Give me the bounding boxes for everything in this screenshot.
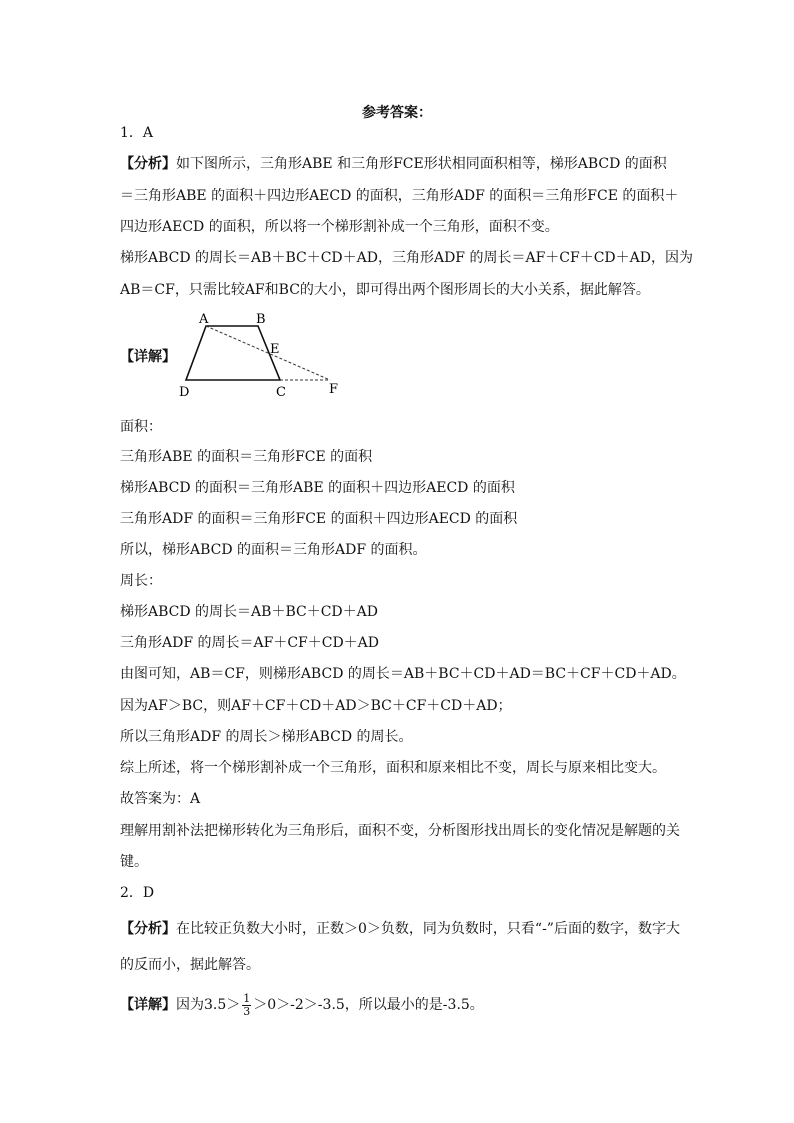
q1-detail-line-10: 因为AF＞BC，则AF＋CF＋CD＋AD＞BC＋CF＋CD＋AD； (120, 698, 512, 714)
q2-detail-suffix: ＞0＞-2＞-3.5，所以最小的是-3.5。 (253, 997, 484, 1013)
q1-analysis-line-3: 四边形AECD 的面积，所以将一个梯形割补成一个三角形，面积不变。 (120, 219, 559, 235)
q1-detail-line-5: 所以，梯形ABCD 的面积＝三角形ADF 的面积。 (120, 542, 427, 558)
trapezoid-figure (170, 308, 360, 400)
q2-detail-line-1 (120, 990, 484, 1020)
q1-detail-tag: 【详解】 (120, 349, 176, 365)
q1-detail-line-4: 三角形ADF 的面积＝三角形FCE 的面积＋四边形AECD 的面积 (120, 511, 518, 527)
q1-detail-line-15: 键。 (120, 854, 148, 870)
page-title: 参考答案： (362, 105, 432, 121)
q1-answer: 1．A (120, 125, 154, 141)
q2-analysis-text: 在比较正负数大小时，正数＞0＞负数，同为负数时，只看“-”后面的数字，数字大 (176, 921, 680, 937)
q1-detail-line-6: 周长： (120, 573, 162, 589)
q1-detail-line-12: 综上所述，将一个梯形割补成一个三角形，面积和原来相比不变，周长与原来相比变大。 (120, 760, 666, 776)
label-b: B (256, 312, 266, 327)
label-f: F (329, 382, 339, 397)
q2-answer: 2．D (120, 885, 155, 901)
q1-detail-line-1: 面积： (120, 419, 162, 435)
q1-detail-line-7: 梯形ABCD 的周长＝AB＋BC＋CD＋AD (120, 604, 378, 620)
q1-analysis-tag: 【分析】 (120, 156, 176, 172)
q1-detail-line-8: 三角形ADF 的周长＝AF＋CF＋CD＋AD (120, 635, 380, 651)
q2-detail-prefix: 因为3.5＞ (176, 997, 241, 1013)
q1-analysis-line-2: ＝三角形ABE 的面积＋四边形AECD 的面积，三角形ADF 的面积＝三角形FCE 的面积＋ (120, 188, 679, 204)
fraction-denominator: 3 (243, 1004, 251, 1018)
q2-analysis-line-2: 的反而小，据此解答。 (120, 957, 260, 973)
q1-analysis-line-5: AB＝CF，只需比较AF和BC的大小，即可得出两个图形周长的大小关系，据此解答。 (120, 282, 650, 298)
q1-detail-line-14: 理解用割补法把梯形转化为三角形后，面积不变，分析图形找出周长的变化情况是解题的关 (120, 823, 680, 839)
q1-detail-line-13: 故答案为：A (120, 791, 201, 807)
label-c: C (276, 385, 286, 400)
q1-analysis-line-1 (120, 155, 667, 173)
label-d: D (179, 385, 190, 400)
segment-af (206, 326, 330, 380)
q1-detail-line-2: 三角形ABE 的面积＝三角形FCE 的面积 (120, 449, 373, 465)
q2-analysis-tag: 【分析】 (120, 921, 176, 937)
label-e: E (270, 342, 280, 357)
q1-detail-line-9: 由图可知，AB＝CF，则梯形ABCD 的周长＝AB＋BC＋CD＋AD＝BC＋CF＋CD＋AD。 (120, 666, 686, 682)
q2-analysis-line-1 (120, 920, 680, 938)
label-a: A (199, 312, 209, 327)
trapezoid-abcd (186, 326, 280, 380)
fraction-numerator: 1 (243, 991, 251, 1005)
q1-detail-line-11: 所以三角形ADF 的周长＞梯形ABCD 的周长。 (120, 729, 413, 745)
q2-detail-tag: 【详解】 (120, 997, 176, 1013)
q1-analysis-text: 如下图所示，三角形ABE 和三角形FCE形状相同面积相等，梯形ABCD 的面积 (176, 156, 667, 172)
fraction-one-third (242, 993, 251, 1018)
q1-analysis-line-4: 梯形ABCD 的周长＝AB＋BC＋CD＋AD，三角形ADF 的周长＝AF＋CF＋CD＋AD，因为 (120, 250, 693, 266)
q1-detail-line-3: 梯形ABCD 的面积＝三角形ABE 的面积＋四边形AECD 的面积 (120, 480, 515, 496)
